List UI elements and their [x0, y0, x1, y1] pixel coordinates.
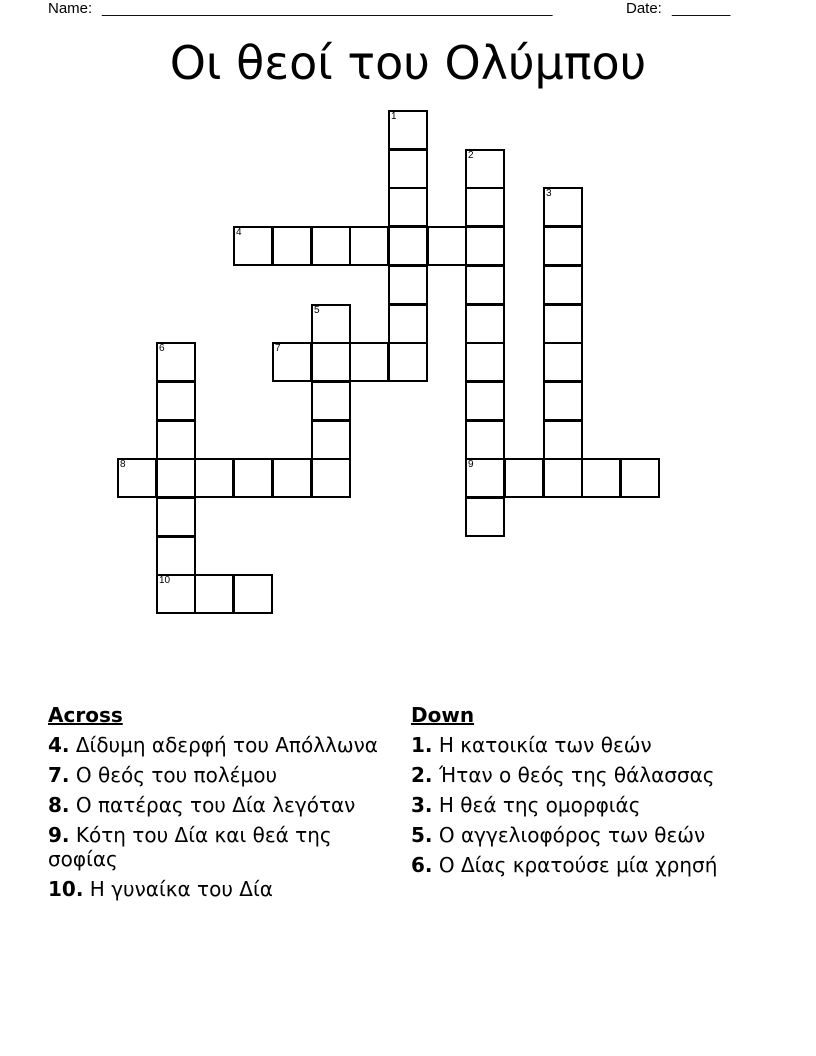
cell-number: 4	[236, 227, 242, 238]
crossword-cell[interactable]	[311, 226, 351, 266]
crossword-cell[interactable]	[543, 304, 583, 344]
crossword-cell[interactable]	[272, 342, 312, 382]
crossword-cell[interactable]	[349, 226, 389, 266]
clue-text: Ήταν ο θεός της θάλασσας	[438, 763, 715, 787]
name-line[interactable]: ______________________________________________________	[102, 0, 553, 17]
crossword-cell[interactable]	[156, 536, 196, 576]
crossword-cell[interactable]	[388, 342, 428, 382]
crossword-cell[interactable]	[465, 381, 505, 421]
clue-text: Ο θεός του πολέμου	[75, 763, 278, 787]
crossword-cell[interactable]	[465, 342, 505, 382]
crossword-cell[interactable]	[543, 342, 583, 382]
crossword-cell[interactable]	[388, 149, 428, 189]
across-clues	[48, 703, 378, 907]
clue-across-7	[48, 763, 378, 787]
clue-down-3	[411, 793, 741, 817]
cell-number: 3	[546, 188, 552, 199]
crossword-cell[interactable]	[543, 458, 583, 498]
down-heading: Down	[411, 703, 475, 727]
crossword-cell[interactable]	[543, 226, 583, 266]
crossword-cell[interactable]	[311, 342, 351, 382]
crossword-cell[interactable]	[465, 226, 505, 266]
crossword-cell[interactable]	[388, 304, 428, 344]
clue-text: Ο Δίας κρατούσε μία χρησή	[438, 853, 718, 877]
name-label: Name:	[48, 0, 93, 17]
crossword-cell[interactable]	[465, 304, 505, 344]
crossword-cell[interactable]	[543, 187, 583, 227]
crossword-cell[interactable]	[233, 458, 273, 498]
crossword-cell[interactable]	[156, 420, 196, 460]
crossword-cell[interactable]	[465, 187, 505, 227]
crossword-cell[interactable]	[581, 458, 621, 498]
page-title: Οι θεοί του Ολύμπου	[169, 36, 647, 90]
clue-number: 3.	[411, 793, 433, 817]
crossword-cell[interactable]	[349, 342, 389, 382]
crossword-cell[interactable]	[388, 110, 428, 150]
clue-across-4	[48, 733, 378, 757]
clue-text: Ο αγγελιοφόρος των θεών	[438, 823, 706, 847]
crossword-cell[interactable]	[194, 574, 234, 614]
across-heading: Across	[48, 703, 123, 727]
crossword-cell[interactable]	[465, 420, 505, 460]
crossword-cell[interactable]	[194, 458, 234, 498]
clue-number: 6.	[411, 853, 433, 877]
cell-number: 8	[120, 459, 126, 470]
clue-number: 8.	[48, 793, 70, 817]
date-line[interactable]: _______	[672, 0, 731, 17]
crossword-cell[interactable]	[233, 226, 273, 266]
cell-number: 5	[314, 305, 320, 316]
cell-number: 9	[468, 459, 474, 470]
cell-number: 1	[391, 111, 397, 122]
crossword-cell[interactable]	[233, 574, 273, 614]
crossword-cell[interactable]	[311, 381, 351, 421]
down-clues	[411, 703, 741, 883]
crossword-cell[interactable]	[156, 574, 196, 614]
crossword-cell[interactable]	[311, 458, 351, 498]
clue-text: Η κατοικία των θεών	[438, 733, 652, 757]
crossword-cell[interactable]	[388, 226, 428, 266]
cell-number: 2	[468, 150, 474, 161]
crossword-cell[interactable]	[465, 458, 505, 498]
crossword-cell[interactable]	[543, 265, 583, 305]
clue-across-9	[48, 823, 378, 871]
clue-number: 10.	[48, 877, 84, 901]
crossword-cell[interactable]	[156, 497, 196, 537]
clue-text: Κότη του Δία και θεά της σοφίας	[48, 823, 332, 871]
clue-text: Δίδυμη αδερφή του Απόλλωνα	[75, 733, 378, 757]
clue-number: 5.	[411, 823, 433, 847]
clue-number: 4.	[48, 733, 70, 757]
crossword-cell[interactable]	[156, 342, 196, 382]
crossword-cell[interactable]	[427, 226, 467, 266]
clue-number: 9.	[48, 823, 70, 847]
clue-text: Ο πατέρας του Δία λεγόταν	[75, 793, 356, 817]
clue-down-6	[411, 853, 741, 877]
crossword-cell[interactable]	[465, 265, 505, 305]
clue-across-10	[48, 877, 378, 901]
clue-across-8	[48, 793, 378, 817]
crossword-cell[interactable]	[311, 304, 351, 344]
crossword-cell[interactable]	[117, 458, 157, 498]
crossword-cell[interactable]	[388, 187, 428, 227]
crossword-cell[interactable]	[388, 265, 428, 305]
clue-text: Η γυναίκα του Δία	[89, 877, 273, 901]
cell-number: 7	[275, 343, 281, 354]
clue-number: 7.	[48, 763, 70, 787]
crossword-cell[interactable]	[156, 458, 196, 498]
clue-down-1	[411, 733, 741, 757]
crossword-cell[interactable]	[620, 458, 660, 498]
crossword-cell[interactable]	[272, 226, 312, 266]
crossword-cell[interactable]	[465, 149, 505, 189]
cell-number: 10	[159, 575, 171, 586]
crossword-cell[interactable]	[465, 497, 505, 537]
crossword-cell[interactable]	[272, 458, 312, 498]
crossword-cell[interactable]	[543, 420, 583, 460]
crossword-cell[interactable]	[504, 458, 544, 498]
clue-text: Η θεά της ομορφιάς	[438, 793, 641, 817]
crossword-cell[interactable]	[543, 381, 583, 421]
clue-number: 2.	[411, 763, 433, 787]
crossword-cell[interactable]	[156, 381, 196, 421]
clue-down-2	[411, 763, 741, 787]
crossword-cell[interactable]	[311, 420, 351, 460]
clue-number: 1.	[411, 733, 433, 757]
clue-down-5	[411, 823, 741, 847]
cell-number: 6	[159, 343, 165, 354]
date-label: Date:	[626, 0, 662, 17]
